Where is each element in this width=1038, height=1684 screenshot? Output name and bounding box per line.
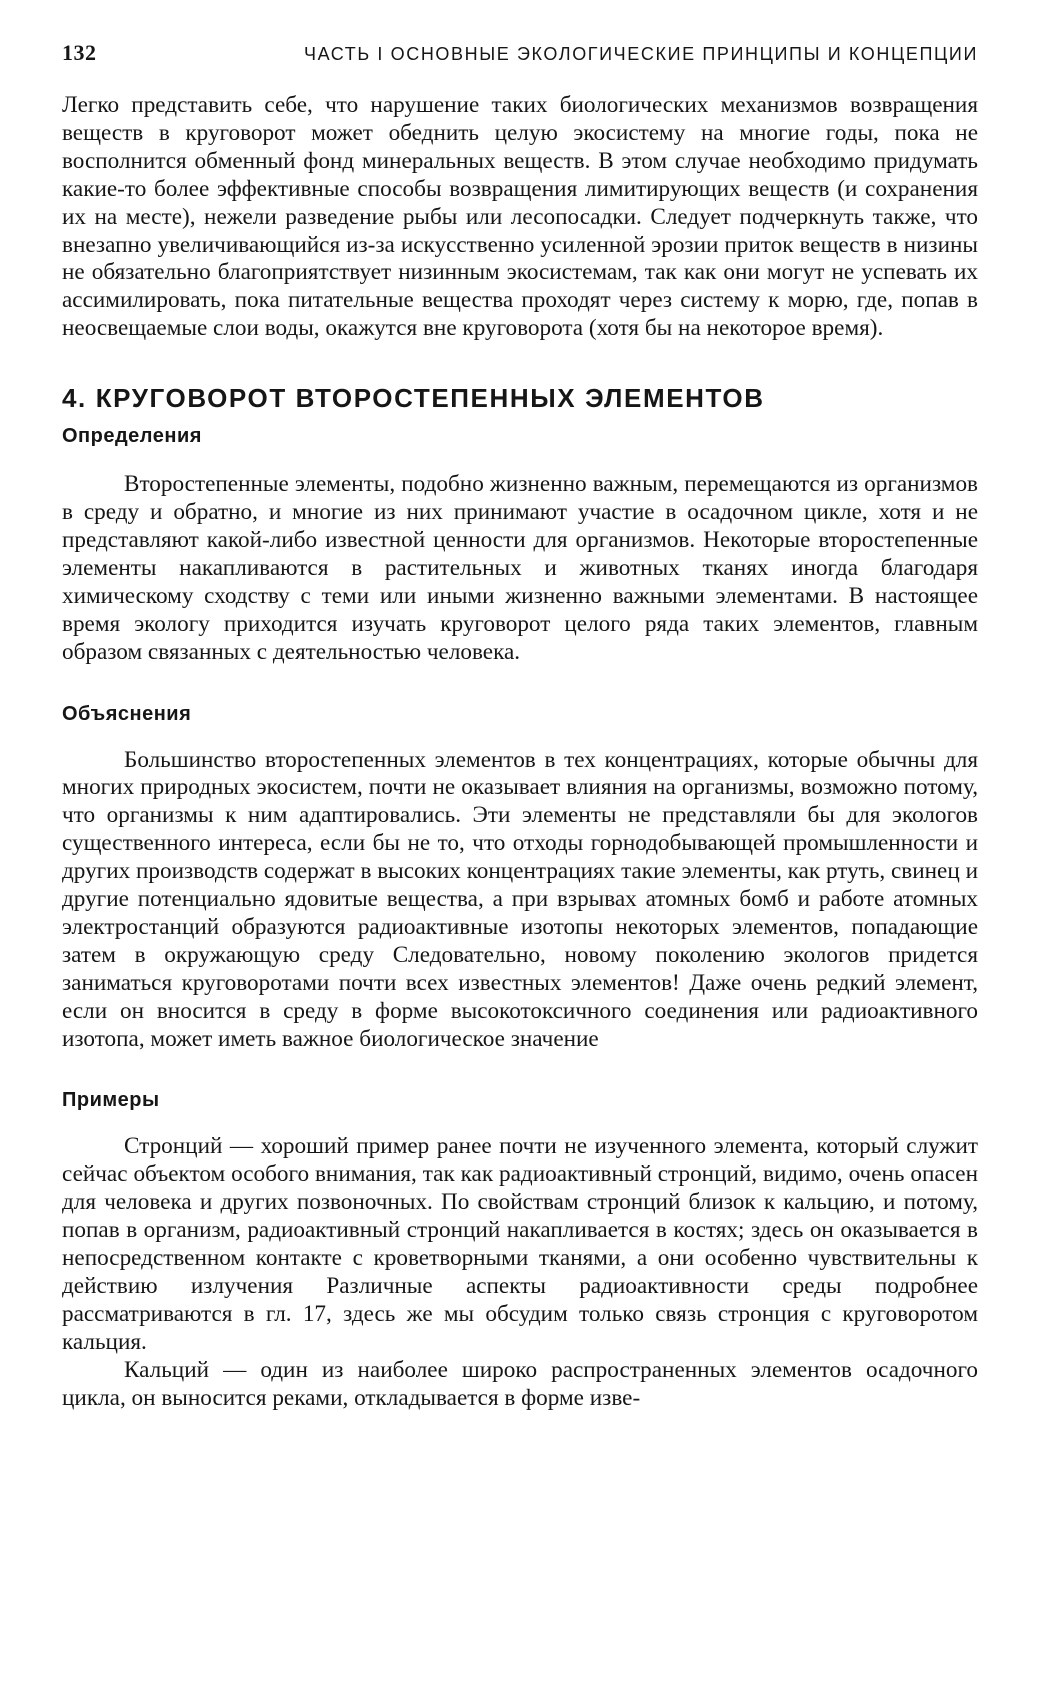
running-header xyxy=(62,40,978,80)
section-title: 4. КРУГОВОРОТ ВТОРОСТЕПЕННЫХ ЭЛЕМЕНТОВ xyxy=(62,383,765,414)
explanations-paragraph: Большинство второстепенных элементов в тех концентрациях, которые обычны для многих природных экосистем, почти не оказывает влияния на организмы, возможно потому, что организмы к ним адаптировались. Эти элементы не представляли бы для экологов существенного интереса, если бы не то, что отходы горнодобывающей промышленности и других производств содержат в высоких концентрациях такие элементы, как ртуть, свинец и другие потенциально ядовитые вещества, а при взрывах атомных бомб и работе атомных электростанций образуются радиоактивные изотопы некоторых элементов, попадающие затем в окружающую среду Следовательно, новому поколению экологов придется заниматься круговоротами почти всех известных элементов! Даже очень редкий элемент, если он вносится в среду в форме высокотоксичного соединения или радиоактивного изотопа, может иметь важное биологическое значение xyxy=(62,746,978,1052)
intro-paragraph: Легко представить себе, что нарушение таких биологических механизмов возвращения веществ в круговорот может обеднить целую экосистему на многие годы, пока не восполнится обменный фонд минеральных веществ. В этом случае необходимо придумать какие-то более эффективные способы возвращения лимитирующих веществ (и сохранения их на месте), нежели разведение рыбы или лесопосадки. Следует подчеркнуть также, что внезапно увеличивающийся из-за искусственно усиленной эрозии приток веществ в низины не обязательно благоприятствует низинным экосистемам, так как они могут не успевать их ассимилировать, пока питательные вещества проходят через систему к морю, где, попав в неосвещаемые слои воды, окажутся вне круговорота (хотя бы на некоторое время). xyxy=(62,92,978,342)
running-title: ЧАСТЬ I ОСНОВНЫЕ ЭКОЛОГИЧЕСКИЕ ПРИНЦИПЫ И КОНЦЕПЦИИ xyxy=(304,44,978,64)
examples-heading: Примеры xyxy=(62,1089,160,1112)
examples-paragraph-calcium: Кальций — один из наиболее широко распространенных элементов осадочного цикла, он выносится реками, откладывается в форме изве- xyxy=(62,1356,978,1411)
examples-paragraph-strontium: Стронций — хороший пример ранее почти не изученного элемента, который служит сейчас объектом особого внимания, так как радиоактивный стронций, видимо, очень опасен для человека и других позвоночных. По свойствам стронций близок к кальцию, и потому, попав в организм, радиоактивный стронций накапливается в костях; здесь он оказывается в непосредственном контакте с кроветворными тканями, а они особенно чувствительны к действию излучения Различные аспекты радиоактивности среды подробнее рассматриваются в гл. 17, здесь же мы обсудим только связь стронция с круговоротом кальция. xyxy=(62,1133,978,1355)
explanations-heading: Объяснения xyxy=(62,702,192,725)
definitions-paragraph: Второстепенные элементы, подобно жизненно важным, перемещаются из организмов в среду и обратно, и многие из них принимают участие в осадочном цикле, хотя и не представляют какой-либо известной ценности для организмов. Некоторые второстепенные элементы накапливаются в растительных и животных тканях иногда благодаря химическому сходству с теми или иными жизненно важными элементами. В настоящее время экологу приходится изучать круговорот целого ряда таких элементов, главным образом связанных с деятельностью человека. xyxy=(62,471,978,665)
book-page xyxy=(62,40,978,1413)
page-number: 132 xyxy=(62,40,97,65)
definitions-heading: Определения xyxy=(62,425,202,448)
